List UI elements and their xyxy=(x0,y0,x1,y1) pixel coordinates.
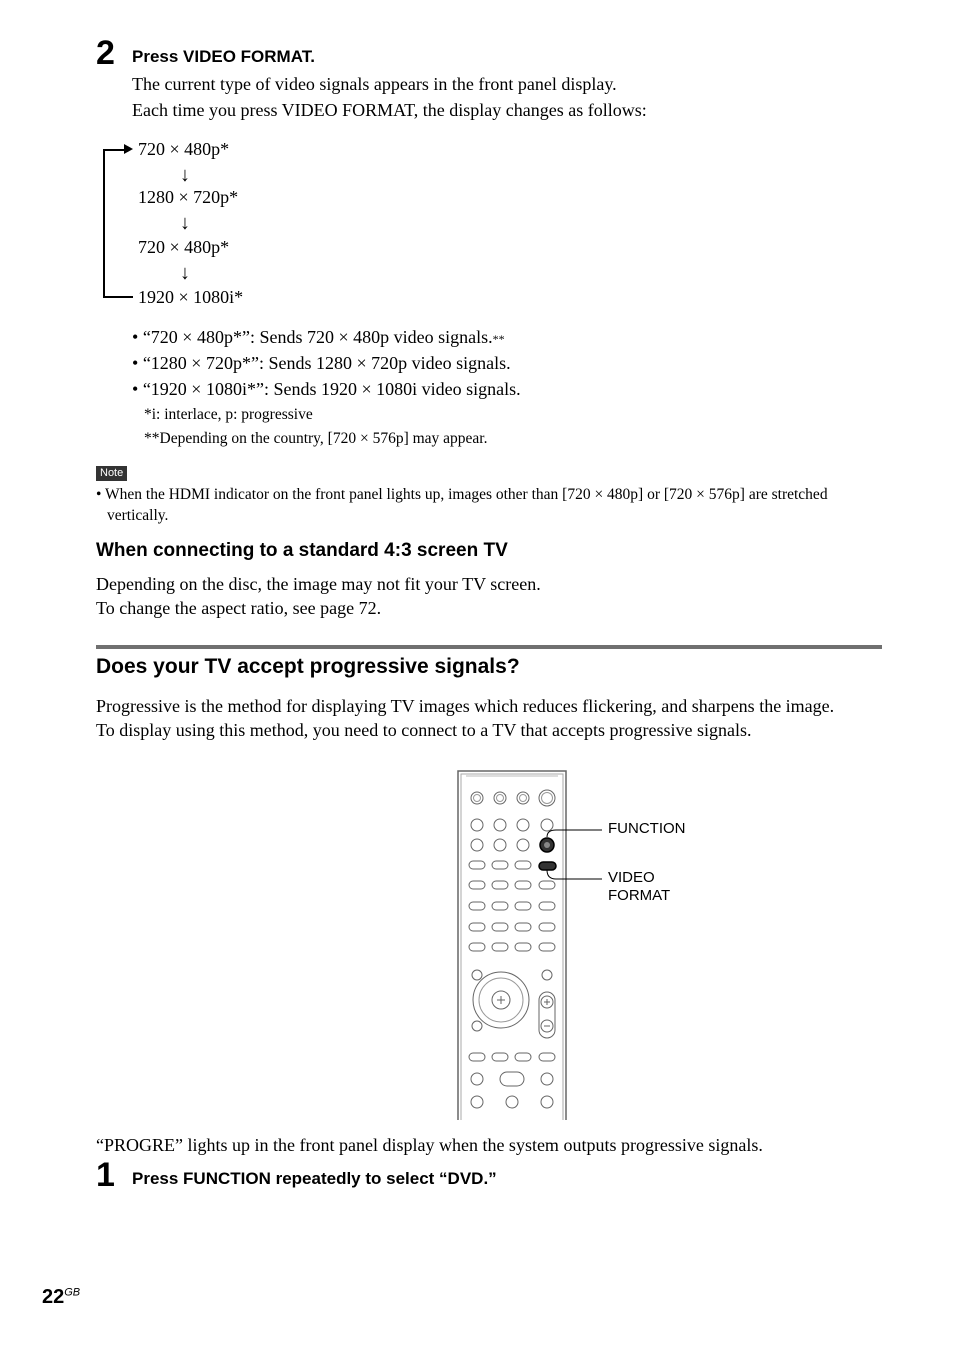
step-2-title: Press VIDEO FORMAT. xyxy=(132,47,315,66)
cycle-line-bottom xyxy=(103,296,133,298)
bullet-text: “720 × 480p*”: Sends 720 × 480p video signals. xyxy=(142,327,493,347)
bullet-item: • “1920 × 1080i*”: Sends 1920 × 1080i video signals. xyxy=(132,379,521,399)
section-heading-4-3: When connecting to a standard 4:3 screen TV xyxy=(96,540,508,561)
step-2-line-1: The current type of video signals appears in the front panel display. xyxy=(132,74,617,94)
footnote-1: *i: interlace, p: progressive xyxy=(144,406,313,423)
bullet-text: “1280 × 720p*”: Sends 1280 × 720p video signals. xyxy=(142,353,511,373)
step-1-title: Press FUNCTION repeatedly to select “DVD.” xyxy=(132,1169,497,1188)
bullet-item: • “720 × 480p*”: Sends 720 × 480p video signals.** xyxy=(132,327,505,347)
sequence-item-3: 720 × 480p* xyxy=(138,237,230,257)
sequence-item-2: 1280 × 720p* xyxy=(138,187,239,207)
bullet-mark: ** xyxy=(492,332,505,346)
section-4-3-line-1: Depending on the disc, the image may not fit your TV screen. xyxy=(96,574,541,594)
section-4-3-line-2: To change the aspect ratio, see page 72. xyxy=(96,598,382,618)
footnote-2: **Depending on the country, [720 × 576p] may appear. xyxy=(144,430,488,447)
section-heading-progressive: Does your TV accept progressive signals? xyxy=(96,655,520,678)
step-number-1: 1 xyxy=(96,1156,115,1194)
progre-text: “PROGRE” lights up in the front panel display when the system outputs progressive signals. xyxy=(96,1135,763,1155)
arrow-down-icon: ↓ xyxy=(180,164,190,186)
progressive-line-2: To display using this method, you need to connect to a TV that accepts progressive signals. xyxy=(96,720,752,740)
bullet-item: • “1280 × 720p*”: Sends 1280 × 720p video signals. xyxy=(132,353,511,373)
progressive-line-1: Progressive is the method for displaying TV images which reduces flickering, and sharpens the image. xyxy=(96,696,835,716)
step-2-line-2: Each time you press VIDEO FORMAT, the display changes as follows: xyxy=(132,100,647,120)
step-number-2: 2 xyxy=(96,34,115,72)
format-label: FORMAT xyxy=(608,887,671,904)
bullet-text: “1920 × 1080i*”: Sends 1920 × 1080i video signals. xyxy=(142,379,521,399)
section-rule xyxy=(96,645,882,649)
arrow-down-icon: ↓ xyxy=(180,262,190,284)
video-label: VIDEO xyxy=(608,869,655,886)
arrow-down-icon: ↓ xyxy=(180,212,190,234)
note-badge: Note xyxy=(96,466,127,481)
note-line-2: vertically. xyxy=(107,507,169,524)
page-number-suffix: GB xyxy=(64,1286,81,1299)
sequence-item-4: 1920 × 1080i* xyxy=(138,287,244,307)
cycle-line-vertical xyxy=(103,149,105,297)
sequence-item-1: 720 × 480p* xyxy=(138,139,230,159)
cycle-arrowhead-icon xyxy=(124,144,133,154)
note-line-1: • When the HDMI indicator on the front panel lights up, images other than [720 × 480p] or [720 × 576p] are stretched xyxy=(96,486,828,503)
page-number-value: 22 xyxy=(42,1286,65,1308)
page-number xyxy=(42,1286,80,1309)
function-label: FUNCTION xyxy=(608,820,686,837)
